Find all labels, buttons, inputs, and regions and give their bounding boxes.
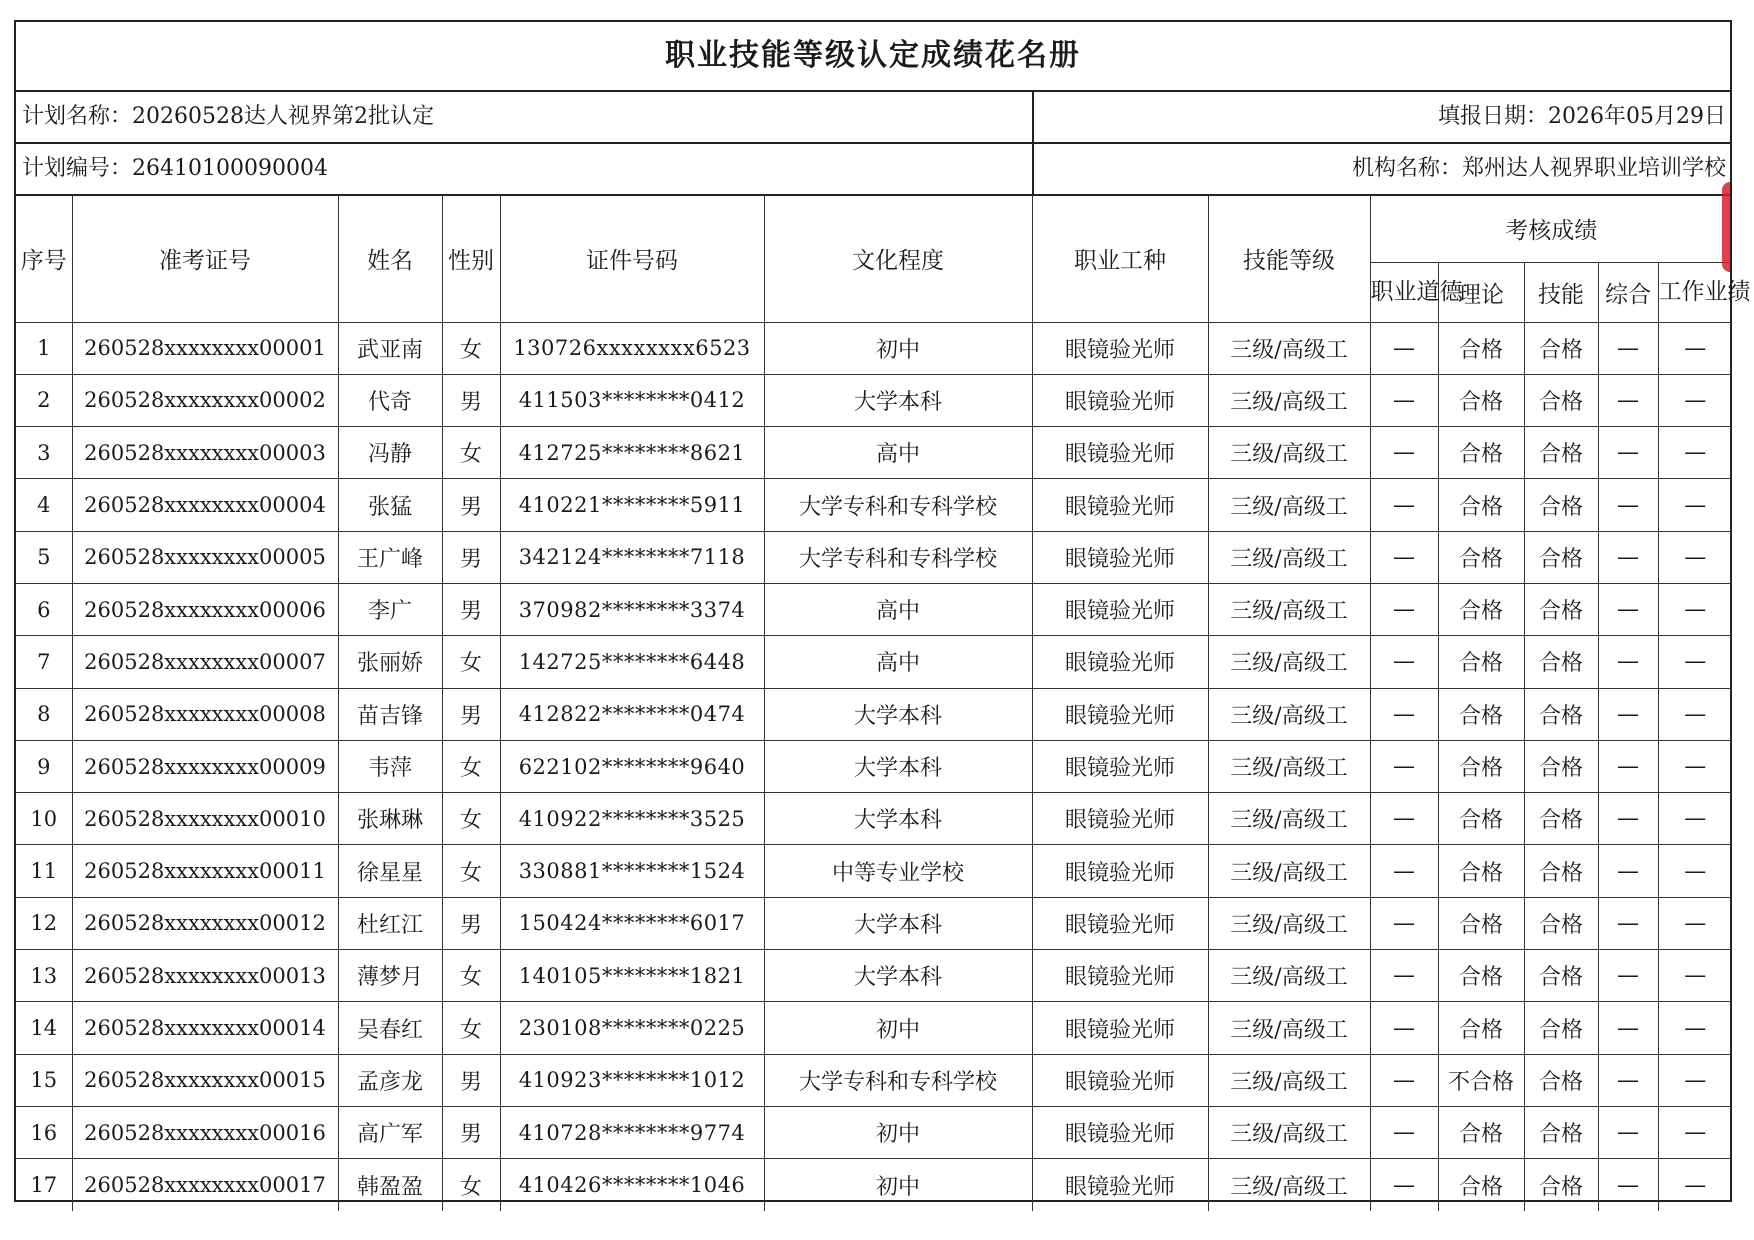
cell-occupation: 眼镜验光师	[1032, 950, 1208, 1002]
cell-level: 三级/高级工	[1208, 1106, 1370, 1158]
cell-theory: 合格	[1438, 636, 1524, 688]
cell-work: —	[1658, 374, 1732, 426]
cell-ethics: —	[1370, 950, 1438, 1002]
roster-body	[16, 322, 1732, 1211]
cell-seq: 13	[16, 950, 72, 1002]
cell-comprehensive: —	[1598, 845, 1658, 897]
cell-education: 大学专科和专科学校	[764, 1054, 1032, 1106]
cell-theory: 合格	[1438, 688, 1524, 740]
cell-id-no: 150424********6017	[500, 897, 764, 949]
cell-id-no: 622102********9640	[500, 740, 764, 792]
cell-ethics: —	[1370, 897, 1438, 949]
col-header-gender: 性别	[442, 196, 500, 322]
cell-gender: 女	[442, 1159, 500, 1211]
cell-name: 孟彦龙	[338, 1054, 442, 1106]
table-row	[16, 427, 1732, 479]
cell-comprehensive: —	[1598, 1002, 1658, 1054]
cell-gender: 男	[442, 897, 500, 949]
cell-education: 大学本科	[764, 374, 1032, 426]
cell-comprehensive: —	[1598, 1106, 1658, 1158]
cell-name: 吴春红	[338, 1002, 442, 1054]
cell-exam-no: 260528xxxxxxxx00013	[72, 950, 338, 1002]
plan-number-label: 计划编号：	[22, 156, 133, 181]
cell-name: 苗吉锋	[338, 688, 442, 740]
cell-work: —	[1658, 322, 1732, 374]
table-row	[16, 1106, 1732, 1158]
cell-id-no: 142725********6448	[500, 636, 764, 688]
table-row	[16, 1054, 1732, 1106]
cell-skill: 合格	[1524, 845, 1598, 897]
cell-id-no: 410221********5911	[500, 479, 764, 531]
cell-id-no: 410923********1012	[500, 1054, 764, 1106]
cell-work: —	[1658, 793, 1732, 845]
cell-skill: 合格	[1524, 374, 1598, 426]
cell-ethics: —	[1370, 688, 1438, 740]
cell-name: 韩盈盈	[338, 1159, 442, 1211]
cell-seq: 5	[16, 531, 72, 583]
cell-ethics: —	[1370, 793, 1438, 845]
cell-seq: 6	[16, 583, 72, 635]
cell-gender: 女	[442, 322, 500, 374]
cell-comprehensive: —	[1598, 322, 1658, 374]
org-name	[1034, 144, 1730, 194]
cell-skill: 合格	[1524, 1106, 1598, 1158]
table-row	[16, 740, 1732, 792]
col-header-id-no: 证件号码	[500, 196, 764, 322]
cell-education: 大学本科	[764, 950, 1032, 1002]
cell-occupation: 眼镜验光师	[1032, 427, 1208, 479]
cell-level: 三级/高级工	[1208, 897, 1370, 949]
cell-comprehensive: —	[1598, 374, 1658, 426]
cell-gender: 女	[442, 427, 500, 479]
cell-ethics: —	[1370, 636, 1438, 688]
cell-level: 三级/高级工	[1208, 531, 1370, 583]
cell-theory: 合格	[1438, 1159, 1524, 1211]
cell-id-no: 140105********1821	[500, 950, 764, 1002]
cell-exam-no: 260528xxxxxxxx00002	[72, 374, 338, 426]
cell-comprehensive: —	[1598, 740, 1658, 792]
cell-exam-no: 260528xxxxxxxx00012	[72, 897, 338, 949]
cell-name: 韦萍	[338, 740, 442, 792]
cell-comprehensive: —	[1598, 531, 1658, 583]
cell-work: —	[1658, 897, 1732, 949]
cell-name: 武亚南	[338, 322, 442, 374]
cell-gender: 男	[442, 583, 500, 635]
cell-ethics: —	[1370, 583, 1438, 635]
cell-theory: 合格	[1438, 1002, 1524, 1054]
cell-exam-no: 260528xxxxxxxx00009	[72, 740, 338, 792]
cell-ethics: —	[1370, 1054, 1438, 1106]
cell-id-no: 230108********0225	[500, 1002, 764, 1054]
cell-occupation: 眼镜验光师	[1032, 479, 1208, 531]
cell-theory: 合格	[1438, 531, 1524, 583]
cell-name: 杜红江	[338, 897, 442, 949]
cell-education: 大学专科和专科学校	[764, 479, 1032, 531]
cell-seq: 4	[16, 479, 72, 531]
table-row	[16, 1002, 1732, 1054]
cell-skill: 合格	[1524, 688, 1598, 740]
cell-exam-no: 260528xxxxxxxx00004	[72, 479, 338, 531]
cell-theory: 合格	[1438, 740, 1524, 792]
cell-comprehensive: —	[1598, 583, 1658, 635]
cell-work: —	[1658, 636, 1732, 688]
header-row	[16, 196, 1732, 262]
cell-exam-no: 260528xxxxxxxx00008	[72, 688, 338, 740]
cell-id-no: 410922********3525	[500, 793, 764, 845]
cell-work: —	[1658, 479, 1732, 531]
cell-seq: 2	[16, 374, 72, 426]
cell-gender: 男	[442, 1106, 500, 1158]
cell-work: —	[1658, 1054, 1732, 1106]
cell-skill: 合格	[1524, 1054, 1598, 1106]
cell-skill: 合格	[1524, 531, 1598, 583]
cell-comprehensive: —	[1598, 427, 1658, 479]
cell-exam-no: 260528xxxxxxxx00014	[72, 1002, 338, 1054]
cell-seq: 15	[16, 1054, 72, 1106]
meta-row-2	[16, 144, 1730, 196]
cell-work: —	[1658, 950, 1732, 1002]
cell-comprehensive: —	[1598, 897, 1658, 949]
cell-work: —	[1658, 531, 1732, 583]
cell-skill: 合格	[1524, 740, 1598, 792]
cell-ethics: —	[1370, 1002, 1438, 1054]
cell-ethics: —	[1370, 322, 1438, 374]
col-header-scores: 考核成绩	[1370, 196, 1732, 262]
cell-work: —	[1658, 845, 1732, 897]
cell-name: 张丽娇	[338, 636, 442, 688]
cell-id-no: 411503********0412	[500, 374, 764, 426]
cell-skill: 合格	[1524, 427, 1598, 479]
cell-theory: 合格	[1438, 583, 1524, 635]
cell-level: 三级/高级工	[1208, 374, 1370, 426]
cell-level: 三级/高级工	[1208, 1159, 1370, 1211]
cell-comprehensive: —	[1598, 950, 1658, 1002]
cell-work: —	[1658, 1106, 1732, 1158]
table-row	[16, 793, 1732, 845]
cell-name: 徐星星	[338, 845, 442, 897]
plan-name	[16, 92, 1034, 142]
org-name-value: 郑州达人视界职业培训学校	[1461, 156, 1726, 181]
cell-seq: 7	[16, 636, 72, 688]
cell-occupation: 眼镜验光师	[1032, 583, 1208, 635]
cell-occupation: 眼镜验光师	[1032, 374, 1208, 426]
cell-theory: 合格	[1438, 897, 1524, 949]
cell-comprehensive: —	[1598, 479, 1658, 531]
cell-skill: 合格	[1524, 950, 1598, 1002]
cell-comprehensive: —	[1598, 1054, 1658, 1106]
red-stamp-mark	[1722, 182, 1730, 272]
cell-name: 张猛	[338, 479, 442, 531]
cell-ethics: —	[1370, 1106, 1438, 1158]
table-row	[16, 479, 1732, 531]
cell-seq: 9	[16, 740, 72, 792]
cell-exam-no: 260528xxxxxxxx00007	[72, 636, 338, 688]
cell-ethics: —	[1370, 427, 1438, 479]
cell-seq: 3	[16, 427, 72, 479]
cell-exam-no: 260528xxxxxxxx00011	[72, 845, 338, 897]
cell-ethics: —	[1370, 740, 1438, 792]
cell-gender: 男	[442, 531, 500, 583]
cell-education: 高中	[764, 427, 1032, 479]
cell-skill: 合格	[1524, 1159, 1598, 1211]
cell-name: 薄梦月	[338, 950, 442, 1002]
col-header-exam-no: 准考证号	[72, 196, 338, 322]
fill-date-label: 填报日期：	[1438, 104, 1549, 129]
cell-education: 高中	[764, 636, 1032, 688]
col-header-name: 姓名	[338, 196, 442, 322]
cell-education: 高中	[764, 583, 1032, 635]
cell-exam-no: 260528xxxxxxxx00017	[72, 1159, 338, 1211]
cell-seq: 12	[16, 897, 72, 949]
cell-gender: 男	[442, 479, 500, 531]
cell-occupation: 眼镜验光师	[1032, 322, 1208, 374]
cell-skill: 合格	[1524, 583, 1598, 635]
cell-occupation: 眼镜验光师	[1032, 636, 1208, 688]
cell-education: 大学本科	[764, 897, 1032, 949]
cell-gender: 男	[442, 374, 500, 426]
cell-exam-no: 260528xxxxxxxx00001	[72, 322, 338, 374]
cell-theory: 合格	[1438, 1106, 1524, 1158]
cell-ethics: —	[1370, 531, 1438, 583]
col-header-level: 技能等级	[1208, 196, 1370, 322]
table-row	[16, 322, 1732, 374]
table-row	[16, 374, 1732, 426]
cell-gender: 女	[442, 950, 500, 1002]
cell-level: 三级/高级工	[1208, 427, 1370, 479]
cell-name: 李广	[338, 583, 442, 635]
cell-work: —	[1658, 740, 1732, 792]
cell-level: 三级/高级工	[1208, 1002, 1370, 1054]
cell-occupation: 眼镜验光师	[1032, 897, 1208, 949]
cell-gender: 女	[442, 845, 500, 897]
cell-skill: 合格	[1524, 636, 1598, 688]
cell-comprehensive: —	[1598, 688, 1658, 740]
cell-level: 三级/高级工	[1208, 950, 1370, 1002]
cell-education: 初中	[764, 1106, 1032, 1158]
cell-seq: 8	[16, 688, 72, 740]
plan-number	[16, 144, 1034, 194]
cell-exam-no: 260528xxxxxxxx00006	[72, 583, 338, 635]
cell-occupation: 眼镜验光师	[1032, 845, 1208, 897]
org-name-label: 机构名称：	[1351, 156, 1462, 181]
cell-exam-no: 260528xxxxxxxx00010	[72, 793, 338, 845]
roster-table	[16, 196, 1751, 1211]
cell-occupation: 眼镜验光师	[1032, 531, 1208, 583]
cell-name: 王广峰	[338, 531, 442, 583]
cell-theory: 合格	[1438, 845, 1524, 897]
cell-skill: 合格	[1524, 322, 1598, 374]
col-header-ethics: 职业道德	[1370, 262, 1438, 322]
col-header-seq: 序号	[16, 196, 72, 322]
cell-ethics: —	[1370, 1159, 1438, 1211]
cell-theory: 合格	[1438, 479, 1524, 531]
cell-exam-no: 260528xxxxxxxx00003	[72, 427, 338, 479]
cell-name: 高广军	[338, 1106, 442, 1158]
cell-education: 大学本科	[764, 793, 1032, 845]
cell-occupation: 眼镜验光师	[1032, 1106, 1208, 1158]
fill-date-value: 2026年05月29日	[1548, 104, 1726, 129]
cell-level: 三级/高级工	[1208, 793, 1370, 845]
cell-occupation: 眼镜验光师	[1032, 1159, 1208, 1211]
plan-name-value: 20260528达人视界第2批认定	[132, 104, 434, 129]
cell-occupation: 眼镜验光师	[1032, 1002, 1208, 1054]
cell-exam-no: 260528xxxxxxxx00016	[72, 1106, 338, 1158]
cell-work: —	[1658, 1159, 1732, 1211]
cell-work: —	[1658, 688, 1732, 740]
cell-gender: 女	[442, 740, 500, 792]
col-header-theory: 理论	[1438, 262, 1524, 322]
col-header-education: 文化程度	[764, 196, 1032, 322]
cell-theory: 合格	[1438, 322, 1524, 374]
col-header-occupation: 职业工种	[1032, 196, 1208, 322]
cell-seq: 14	[16, 1002, 72, 1054]
col-header-skill: 技能	[1524, 262, 1598, 322]
cell-seq: 11	[16, 845, 72, 897]
cell-seq: 16	[16, 1106, 72, 1158]
cell-gender: 女	[442, 793, 500, 845]
cell-id-no: 130726xxxxxxxx6523	[500, 322, 764, 374]
cell-occupation: 眼镜验光师	[1032, 688, 1208, 740]
cell-work: —	[1658, 583, 1732, 635]
cell-theory: 合格	[1438, 793, 1524, 845]
cell-id-no: 412822********0474	[500, 688, 764, 740]
table-row	[16, 1159, 1732, 1211]
cell-work: —	[1658, 1002, 1732, 1054]
table-row	[16, 688, 1732, 740]
cell-name: 代奇	[338, 374, 442, 426]
cell-ethics: —	[1370, 374, 1438, 426]
cell-comprehensive: —	[1598, 793, 1658, 845]
cell-seq: 1	[16, 322, 72, 374]
table-row	[16, 845, 1732, 897]
cell-skill: 合格	[1524, 897, 1598, 949]
table-row	[16, 636, 1732, 688]
plan-name-label: 计划名称：	[22, 104, 133, 129]
fill-date	[1034, 92, 1730, 142]
roster-sheet	[14, 20, 1751, 1202]
cell-education: 大学本科	[764, 740, 1032, 792]
table-row	[16, 583, 1732, 635]
cell-theory: 不合格	[1438, 1054, 1524, 1106]
cell-level: 三级/高级工	[1208, 479, 1370, 531]
table-row	[16, 950, 1732, 1002]
cell-name: 张琳琳	[338, 793, 442, 845]
cell-level: 三级/高级工	[1208, 845, 1370, 897]
cell-id-no: 410728********9774	[500, 1106, 764, 1158]
cell-level: 三级/高级工	[1208, 740, 1370, 792]
cell-name: 冯静	[338, 427, 442, 479]
cell-comprehensive: —	[1598, 1159, 1658, 1211]
cell-level: 三级/高级工	[1208, 583, 1370, 635]
cell-education: 初中	[764, 322, 1032, 374]
cell-comprehensive: —	[1598, 636, 1658, 688]
cell-ethics: —	[1370, 845, 1438, 897]
cell-exam-no: 260528xxxxxxxx00005	[72, 531, 338, 583]
table-row	[16, 897, 1732, 949]
cell-level: 三级/高级工	[1208, 688, 1370, 740]
cell-education: 大学本科	[764, 688, 1032, 740]
cell-education: 中等专业学校	[764, 845, 1032, 897]
cell-ethics: —	[1370, 479, 1438, 531]
cell-id-no: 342124********7118	[500, 531, 764, 583]
cell-theory: 合格	[1438, 950, 1524, 1002]
plan-number-value: 26410100090004	[132, 156, 328, 181]
cell-occupation: 眼镜验光师	[1032, 793, 1208, 845]
cell-work: —	[1658, 427, 1732, 479]
page-title: 职业技能等级认定成绩花名册	[16, 22, 1730, 92]
cell-education: 初中	[764, 1159, 1032, 1211]
cell-gender: 男	[442, 1054, 500, 1106]
cell-gender: 男	[442, 688, 500, 740]
cell-id-no: 410426********1046	[500, 1159, 764, 1211]
col-header-comprehensive: 综合	[1598, 262, 1658, 322]
meta-row-1	[16, 92, 1730, 144]
col-header-work: 工作业绩	[1658, 262, 1732, 322]
cell-id-no: 412725********8621	[500, 427, 764, 479]
cell-skill: 合格	[1524, 479, 1598, 531]
cell-id-no: 370982********3374	[500, 583, 764, 635]
cell-seq: 17	[16, 1159, 72, 1211]
cell-gender: 女	[442, 1002, 500, 1054]
cell-education: 大学专科和专科学校	[764, 531, 1032, 583]
cell-skill: 合格	[1524, 793, 1598, 845]
cell-occupation: 眼镜验光师	[1032, 1054, 1208, 1106]
cell-id-no: 330881********1524	[500, 845, 764, 897]
cell-level: 三级/高级工	[1208, 322, 1370, 374]
cell-education: 初中	[764, 1002, 1032, 1054]
cell-level: 三级/高级工	[1208, 636, 1370, 688]
cell-skill: 合格	[1524, 1002, 1598, 1054]
cell-exam-no: 260528xxxxxxxx00015	[72, 1054, 338, 1106]
cell-gender: 女	[442, 636, 500, 688]
cell-occupation: 眼镜验光师	[1032, 740, 1208, 792]
cell-theory: 合格	[1438, 374, 1524, 426]
table-row	[16, 531, 1732, 583]
cell-level: 三级/高级工	[1208, 1054, 1370, 1106]
cell-seq: 10	[16, 793, 72, 845]
cell-theory: 合格	[1438, 427, 1524, 479]
